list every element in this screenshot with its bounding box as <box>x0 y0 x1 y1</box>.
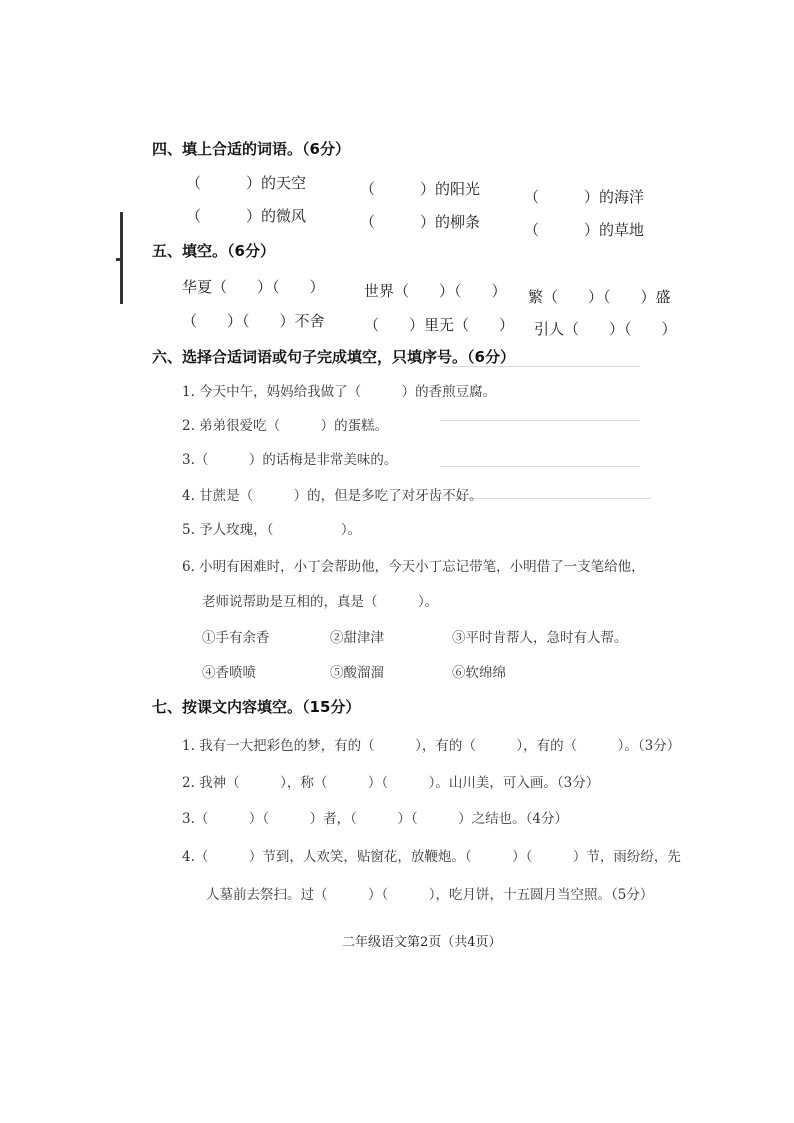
section-6-option: ④香喷喷 <box>202 665 256 681</box>
bleed-through-line <box>440 466 640 467</box>
section-5-title: 五、填空。（6分） <box>152 242 275 260</box>
page-footer: 二年级语文第2页（共4页） <box>342 935 502 950</box>
section-4-title: 四、填上合适的词语。（6分） <box>152 140 350 158</box>
section-5-item: 华夏（ ）（ ） <box>182 278 325 296</box>
section-7-line: 4.（ ）节到，人欢笑，贴窗花，放鞭炮。（ ）（ ）节，雨纷纷，先 <box>182 849 681 865</box>
section-7-line: 1. 我有一大把彩色的梦，有的（ ），有的（ ），有的（ ）。（3分） <box>182 738 681 754</box>
section-7-line: 2. 我神（ ），称（ ）（ ）。山川美，可入画。（3分） <box>182 775 600 791</box>
section-6-question-cont: 老师说帮助是互相的，真是（ ）。 <box>202 594 439 610</box>
section-6-question: 3.（ ）的话梅是非常美味的。 <box>182 452 398 468</box>
section-4-item: （ ）的海洋 <box>524 188 645 206</box>
section-6-question: 6. 小明有困难时，小丁会帮助他，今天小丁忘记带笔，小明借了一支笔给他， <box>182 559 645 575</box>
section-7-line: 3.（ ）（ ）者，（ ）（ ）之结也。（4分） <box>182 811 568 827</box>
section-6-option: ①手有余香 <box>202 630 270 646</box>
section-7-title: 七、按课文内容填空。（15分） <box>152 698 361 716</box>
section-5-item: 引人（ ）（ ） <box>534 320 677 338</box>
section-6-option: ②甜津津 <box>330 630 384 646</box>
section-6-option: ⑥软绵绵 <box>452 665 506 681</box>
section-4-item: （ ）的草地 <box>524 221 645 239</box>
section-4-item: （ ）的微风 <box>186 207 307 225</box>
section-5-item: （ ）（ ）不舍 <box>182 312 325 330</box>
section-5-item: 世界（ ）（ ） <box>364 282 507 300</box>
section-6-question: 5. 予人玫瑰，（ ）。 <box>182 522 362 538</box>
bleed-through-line <box>440 420 640 421</box>
section-6-question: 4. 甘蔗是（ ）的，但是多吃了对牙齿不好。 <box>182 488 483 504</box>
section-4-item: （ ）的阳光 <box>360 180 481 198</box>
binding-margin-tick <box>116 258 122 261</box>
section-4-item: （ ）的柳条 <box>360 213 481 231</box>
section-6-option: ③平时肯帮人，急时有人帮。 <box>452 630 628 646</box>
section-5-item: （ ）里无（ ） <box>364 316 515 334</box>
section-6-option: ⑤酸溜溜 <box>330 665 384 681</box>
section-6-title: 六、选择合适词语或句子完成填空，只填序号。（6分） <box>152 348 515 366</box>
section-6-question: 1. 今天中午，妈妈给我做了（ ）的香煎豆腐。 <box>182 384 497 400</box>
section-6-question: 2. 弟弟很爱吃（ ）的蛋糕。 <box>182 418 389 434</box>
section-7-line-cont: 人墓前去祭扫。过（ ）（ ），吃月饼，十五圆月当空照。（5分） <box>206 887 654 903</box>
section-5-item: 繁（ ）（ ）盛 <box>528 288 671 306</box>
section-4-item: （ ）的天空 <box>186 174 307 192</box>
